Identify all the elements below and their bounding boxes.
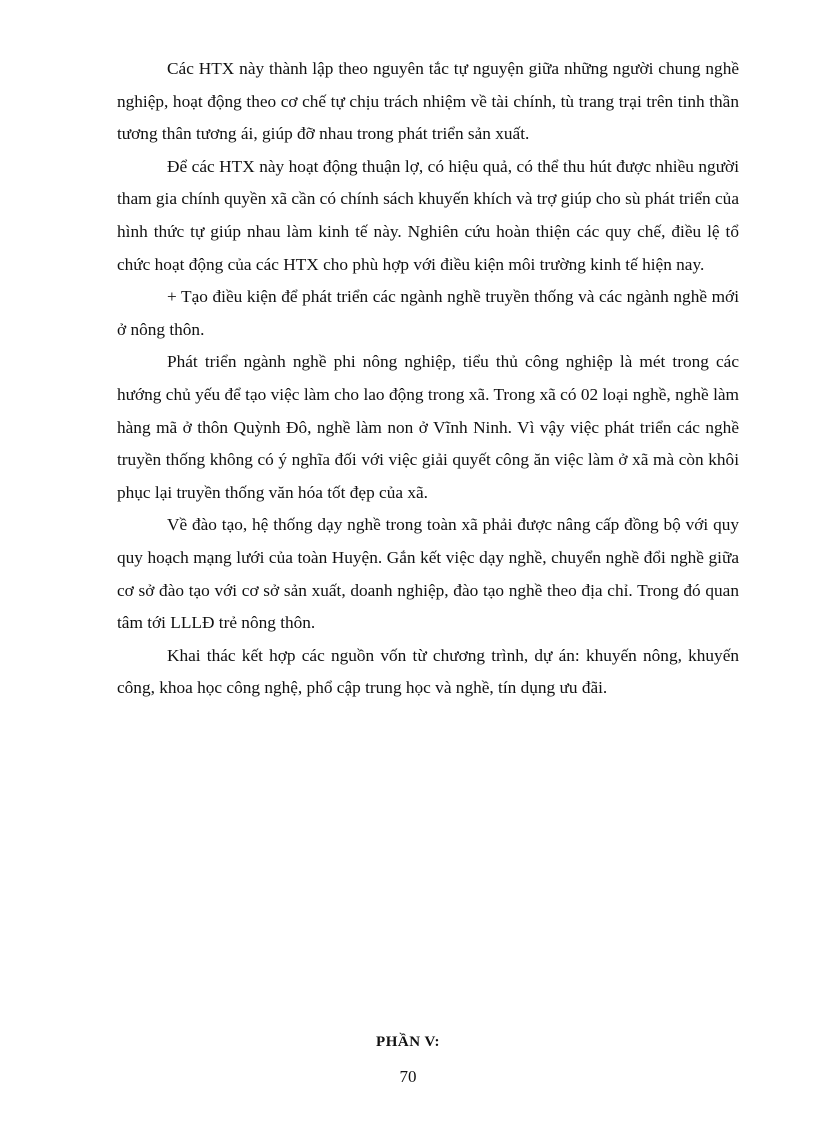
paragraph-craft-conditions: + Tạo điều kiện để phát triển các ngành nghề truyền thống và các ngành nghề mới ở nông thôn. [117,287,739,339]
paragraph-htx-operation: Để các HTX này hoạt động thuận lợ, có hiệu quả, có thể thu hút được nhiều người tham gia chính quyền xã cần có chính sách khuyến khích và trợ giúp cho sù phát triển của hình thức tự giúp nhau làm kinh tế này. Nghiên cứu hoàn thiện các quy chế, điều lệ tổ chức hoạt động của các HTX cho phù hợp với điều kiện môi trường kinh tế hiện nay. [117,156,739,274]
paragraph-non-agricultural-development: Phát triển ngành nghề phi nông nghiệp, tiểu thủ công nghiệp là mét trong các hướng chủ yếu để tạo việc làm cho lao động trong xã. Trong xã có 02 loại nghề, nghề làm hàng mã ở thôn Quỳnh Đô, nghề làm non ở Vĩnh Ninh. Vì vậy việc phát triển các nghề truyền thống không có ý nghĩa đối với việc giải quyết công ăn việc làm ở xã mà còn khôi phục lại truyền thống văn hóa tốt đẹp của xã. [117,352,739,502]
body-text [117,53,739,705]
paragraph-capital-sources: Khai thác kết hợp các nguồn vốn từ chương trình, dự án: khuyến nông, khuyến công, khoa học công nghệ, phổ cập trung học và nghề, tín dụng ưu đãi. [117,645,739,698]
page-number: 70 [399,1067,417,1086]
paragraph-htx-establishment: Các HTX này thành lập theo nguyên tắc tự nguyện giữa những người chung nghề nghiệp, hoạt động theo cơ chế tự chịu trách nhiệm về tài chính, tù trang trại trên tinh thần tương thân tương ái, giúp đỡ nhau trong phát triển sản xuất. [117,59,739,144]
paragraph-vocational-training: Về đào tạo, hệ thống dạy nghề trong toàn xã phải được nâng cấp đồng bộ với quy quy hoạch mạng lưới của toàn Huyện. Gắn kết việc dạy nghề, chuyển nghề đổi nghề giữa cơ sở đào tạo với cơ sở sản xuất, doanh nghiệp, đào tạo nghề theo địa chỉ. Trong đó quan tâm tới LLLĐ trẻ nông thôn. [117,515,739,633]
section-heading: PHẦN V: [376,1034,440,1050]
